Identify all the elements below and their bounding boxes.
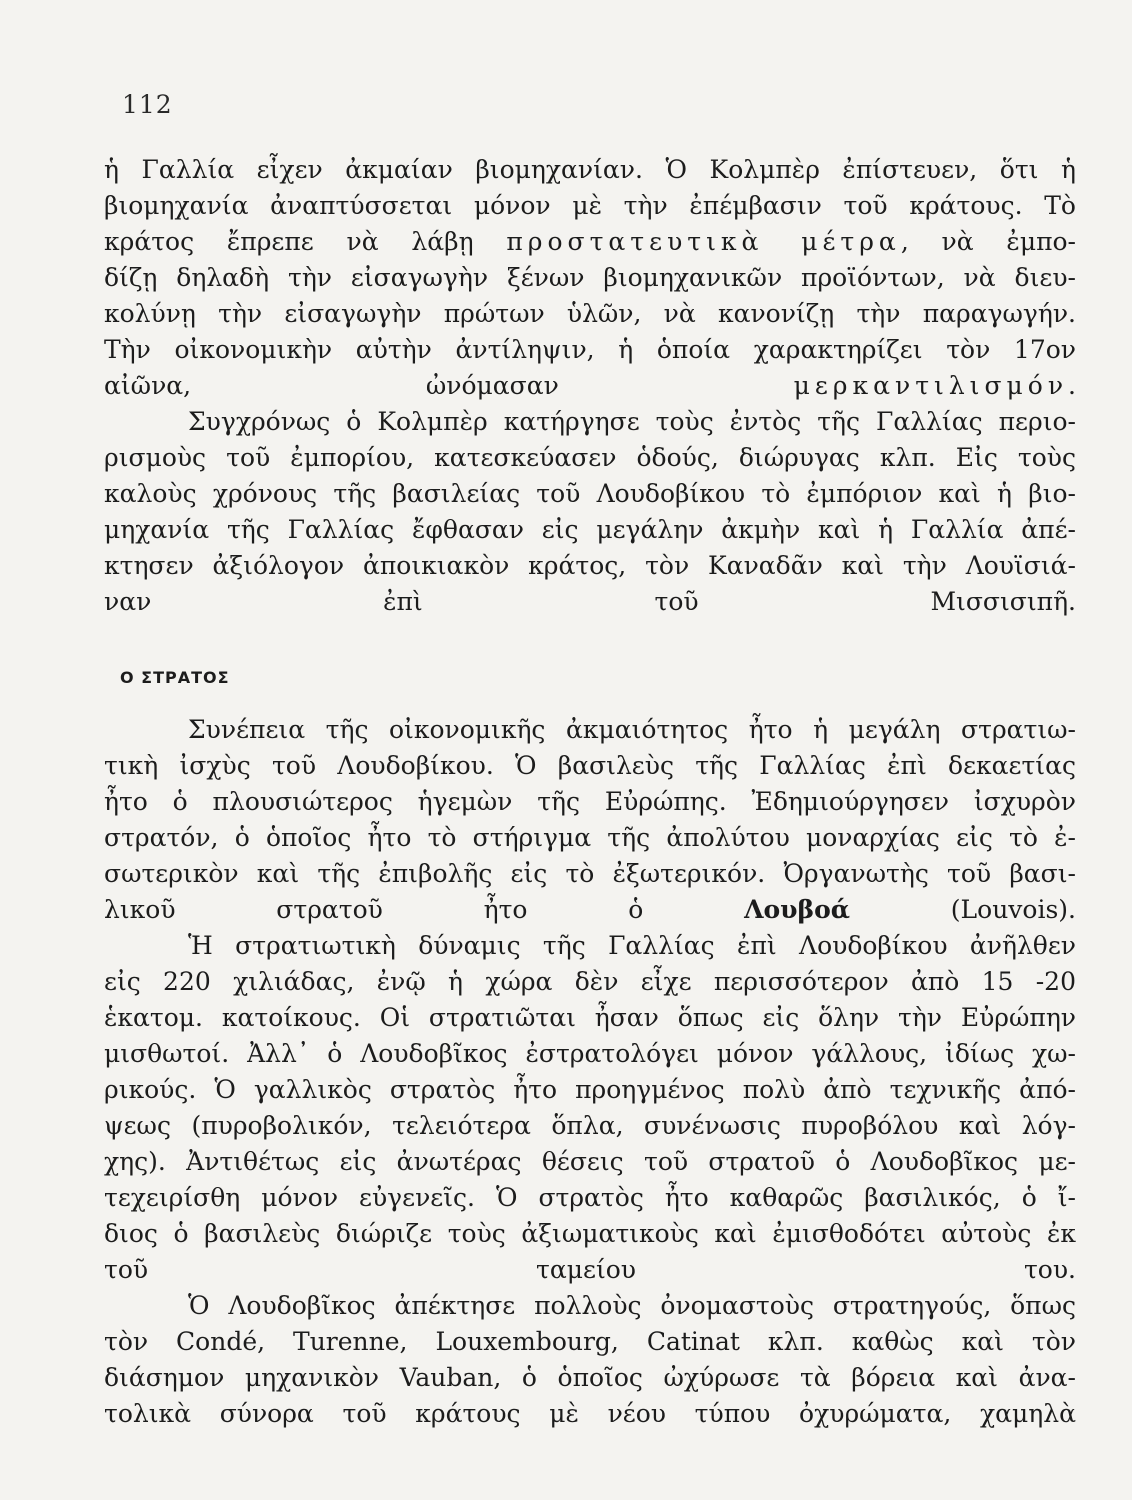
text-segment: , νὰ ἐμπο- [900, 227, 1076, 256]
text-line: χης). Ἀντιθέτως εἰς ἀνωτέρας θέσεις τοῦ στρατοῦ ὁ Λουδοβῖκος με- [104, 1147, 1076, 1176]
text-line: Συγχρόνως ὁ Κολμπὲρ κατήργησε τοὺς ἐντὸς τῆς Γαλλίας περιο- [188, 407, 1076, 436]
text-line: στρατόν, ὁ ὁποῖος ἦτο τὸ στήριγμα τῆς ἀπολύτου μοναρχίας εἰς τὸ ἐ- [104, 823, 1076, 852]
text-segment: (Louvois). [850, 895, 1076, 924]
text-segment: κράτος ἔπρεπε νὰ λάβῃ [104, 227, 507, 256]
text-line: τεχειρίσθη μόνον εὐγενεῖς. Ὁ στρατὸς ἦτο καθαρῶς βασιλικός, ὁ ἴ- [104, 1183, 1076, 1212]
text-line: δίζῃ δηλαδὴ τὴν εἰσαγωγὴν ξένων βιομηχανικῶν προϊόντων, νὰ διευ- [104, 263, 1076, 292]
body-text [104, 152, 1076, 1432]
text-line: Ὁ Λουδοβῖκος ἀπέκτησε πολλοὺς ὀνομαστοὺς στρατηγούς, ὅπως [188, 1291, 1076, 1320]
text-line: Ἡ στρατιωτικὴ δύναμις τῆς Γαλλίας ἐπὶ Λουδοβίκου ἀνῆλθεν [188, 931, 1076, 960]
text-line: Τὴν οἰκονομικὴν αὐτὴν ἀντίληψιν, ἡ ὁποία χαρακτηρίζει τὸν 17ον [104, 335, 1076, 364]
text-line: τοῦ ταμείου του. [104, 1255, 1076, 1284]
paragraph-trade-and-colonies [104, 404, 1076, 620]
text-line: τὸν Condé, Turenne, Louxembourg, Catinat κλπ. καθὼς καὶ τὸν [104, 1327, 1076, 1356]
paragraph-army-size [104, 928, 1076, 1288]
text-line: ρισμοὺς τοῦ ἐμπορίου, κατεσκεύασεν ὁδούς, διώρυγας κλπ. Εἰς τοὺς [104, 443, 1076, 472]
text-line: σωτερικὸν καὶ τῆς ἐπιβολῆς εἰς τὸ ἐξωτερικόν. Ὀργανωτὴς τοῦ βασι- [104, 859, 1076, 888]
text-line: διάσημον μηχανικὸν Vauban, ὁ ὁποῖος ὠχύρωσε τὰ βόρεια καὶ ἀνα- [104, 1363, 1076, 1392]
text-line: ψεως (πυροβολικόν, τελειότερα ὅπλα, συνένωσις πυροβόλου καὶ λόγ- [104, 1111, 1076, 1140]
section-heading-army: Ο ΣΤΡΑΤΟΣ [120, 668, 230, 687]
text-line: βιομηχανία ἀναπτύσσεται μόνον μὲ τὴν ἐπέμβασιν τοῦ κράτους. Τὸ [104, 191, 1076, 220]
text-line: Συνέπεια τῆς οἰκονομικῆς ἀκμαιότητος ἦτο ἡ μεγάλη στρατιω- [188, 715, 1076, 744]
text-segment: αἰῶνα, ὠνόμασαν [104, 371, 794, 400]
page-number: 112 [122, 90, 173, 119]
text-line: ρικούς. Ὁ γαλλικὸς στρατὸς ἦτο προηγμένος πολὺ ἀπὸ τεχνικῆς ἀπό- [104, 1075, 1076, 1104]
text-line: ἦτο ὁ πλουσιώτερος ἡγεμὼν τῆς Εὐρώπης. Ἐδημιούργησεν ἰσχυρὸν [104, 787, 1076, 816]
text-segment: . [1068, 371, 1076, 400]
text-line: κτησεν ἀξιόλογον ἀποικιακὸν κράτος, τὸν Καναδᾶν καὶ τὴν Λουϊσιά- [104, 551, 1076, 580]
text-line [104, 892, 1076, 928]
text-line: μηχανία τῆς Γαλλίας ἔφθασαν εἰς μεγάλην ἀκμὴν καὶ ἡ Γαλλία ἀπέ- [104, 515, 1076, 544]
emphasis-protective-measures: προστατευτικὰ μέτρα [506, 227, 901, 256]
text-line: ναν ἐπὶ τοῦ Μισσισιπῆ. [104, 587, 1076, 616]
text-segment: λικοῦ στρατοῦ ἦτο ὁ [104, 895, 745, 924]
emphasis-mercantilism: μερκαντιλισμόν [793, 371, 1069, 400]
text-line: διος ὁ βασιλεὺς διώριζε τοὺς ἀξιωματικοὺς καὶ ἐμισθοδότει αὐτοὺς ἐκ [104, 1219, 1076, 1248]
text-line [104, 224, 1076, 260]
text-line: ἑκατομ. κατοίκους. Οἱ στρατιῶται ἦσαν ὅπως εἰς ὅλην τὴν Εὐρώπην [104, 1003, 1076, 1032]
paragraph-colbert-policy [104, 152, 1076, 404]
emphasis-louvois: Λουβοά [744, 895, 851, 924]
text-line: κολύνῃ τὴν εἰσαγωγὴν πρώτων ὑλῶν, νὰ κανονίζῃ τὴν παραγωγήν. [104, 299, 1076, 328]
text-line: τολικὰ σύνορα τοῦ κράτους μὲ νέου τύπου ὀχυρώματα, χαμηλὰ [104, 1399, 1076, 1428]
paragraph-military-power [104, 712, 1076, 928]
paragraph-generals [104, 1288, 1076, 1432]
text-line: ἡ Γαλλία εἶχεν ἀκμαίαν βιομηχανίαν. Ὁ Κολμπὲρ ἐπίστευεν, ὅτι ἡ [104, 155, 1076, 184]
text-line: τικὴ ἰσχὺς τοῦ Λουδοβίκου. Ὁ βασιλεὺς τῆς Γαλλίας ἐπὶ δεκαετίας [104, 751, 1076, 780]
text-line: εἰς 220 χιλιάδας, ἐνῷ ἡ χώρα δὲν εἶχε περισσότερον ἀπὸ 15 -20 [104, 967, 1076, 996]
text-line [104, 368, 1076, 404]
text-line: μισθωτοί. Ἀλλ᾿ ὁ Λουδοβῖκος ἐστρατολόγει μόνον γάλλους, ἰδίως χω- [104, 1039, 1076, 1068]
text-line: καλοὺς χρόνους τῆς βασιλείας τοῦ Λουδοβίκου τὸ ἐμπόριον καὶ ἡ βιο- [104, 479, 1076, 508]
